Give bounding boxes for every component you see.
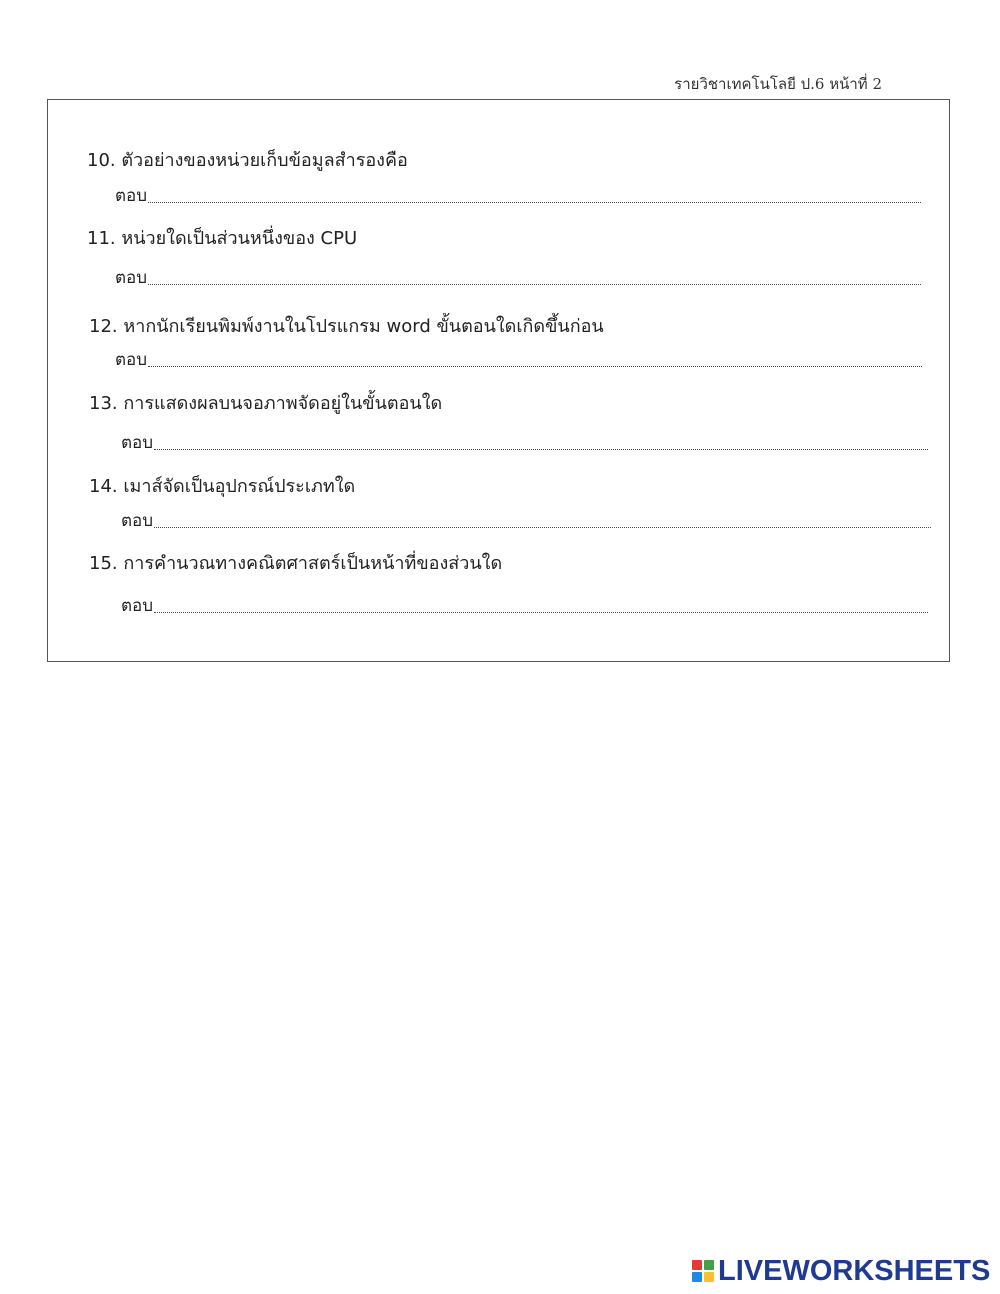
logo-square-blue [692,1272,702,1282]
answer-dotted-line [148,201,921,203]
question-frame [47,99,950,662]
logo-square-yellow [704,1272,714,1282]
question-11: 11. หน่วยใดเป็นส่วนหนึ่งของ CPU [87,228,358,249]
answer-label: ตอบ [121,433,154,453]
logo-square-green [704,1260,714,1270]
answer-dotted-line [154,526,931,528]
question-13: 13. การแสดงผลบนจอภาพจัดอยู่ในขั้นตอนใด [89,393,443,414]
answer-dotted-line [154,448,928,450]
answer-label: ตอบ [115,186,148,206]
answer-dotted-line [148,365,922,367]
answer-line-13[interactable] [121,433,928,453]
logo-square-red [692,1260,702,1270]
liveworksheets-logo [692,1256,990,1286]
answer-line-12[interactable] [115,350,922,370]
question-15: 15. การคำนวณทางคณิตศาสตร์เป็นหน้าที่ของส่วนใด [89,553,503,574]
answer-label: ตอบ [121,511,154,531]
logo-text: LIVEWORKSHEETS [718,1254,991,1287]
answer-line-14[interactable] [121,511,931,531]
question-10: 10. ตัวอย่างของหน่วยเก็บข้อมูลสำรองคือ [87,150,408,171]
answer-label: ตอบ [115,268,148,288]
answer-line-11[interactable] [115,268,921,288]
answer-line-10[interactable] [115,186,921,206]
question-14: 14. เมาส์จัดเป็นอุปกรณ์ประเภทใด [89,476,356,497]
answer-label: ตอบ [121,596,154,616]
answer-label: ตอบ [115,350,148,370]
question-12: 12. หากนักเรียนพิมพ์งานในโปรแกรม word ขั้นตอนใดเกิดขึ้นก่อน [89,316,604,337]
page-header-subject: รายวิชาเทคโนโลยี ป.6 หน้าที่ 2 [674,75,882,93]
logo-squares-icon [692,1260,714,1282]
answer-dotted-line [154,611,928,613]
answer-line-15[interactable] [121,596,928,616]
answer-dotted-line [148,283,921,285]
